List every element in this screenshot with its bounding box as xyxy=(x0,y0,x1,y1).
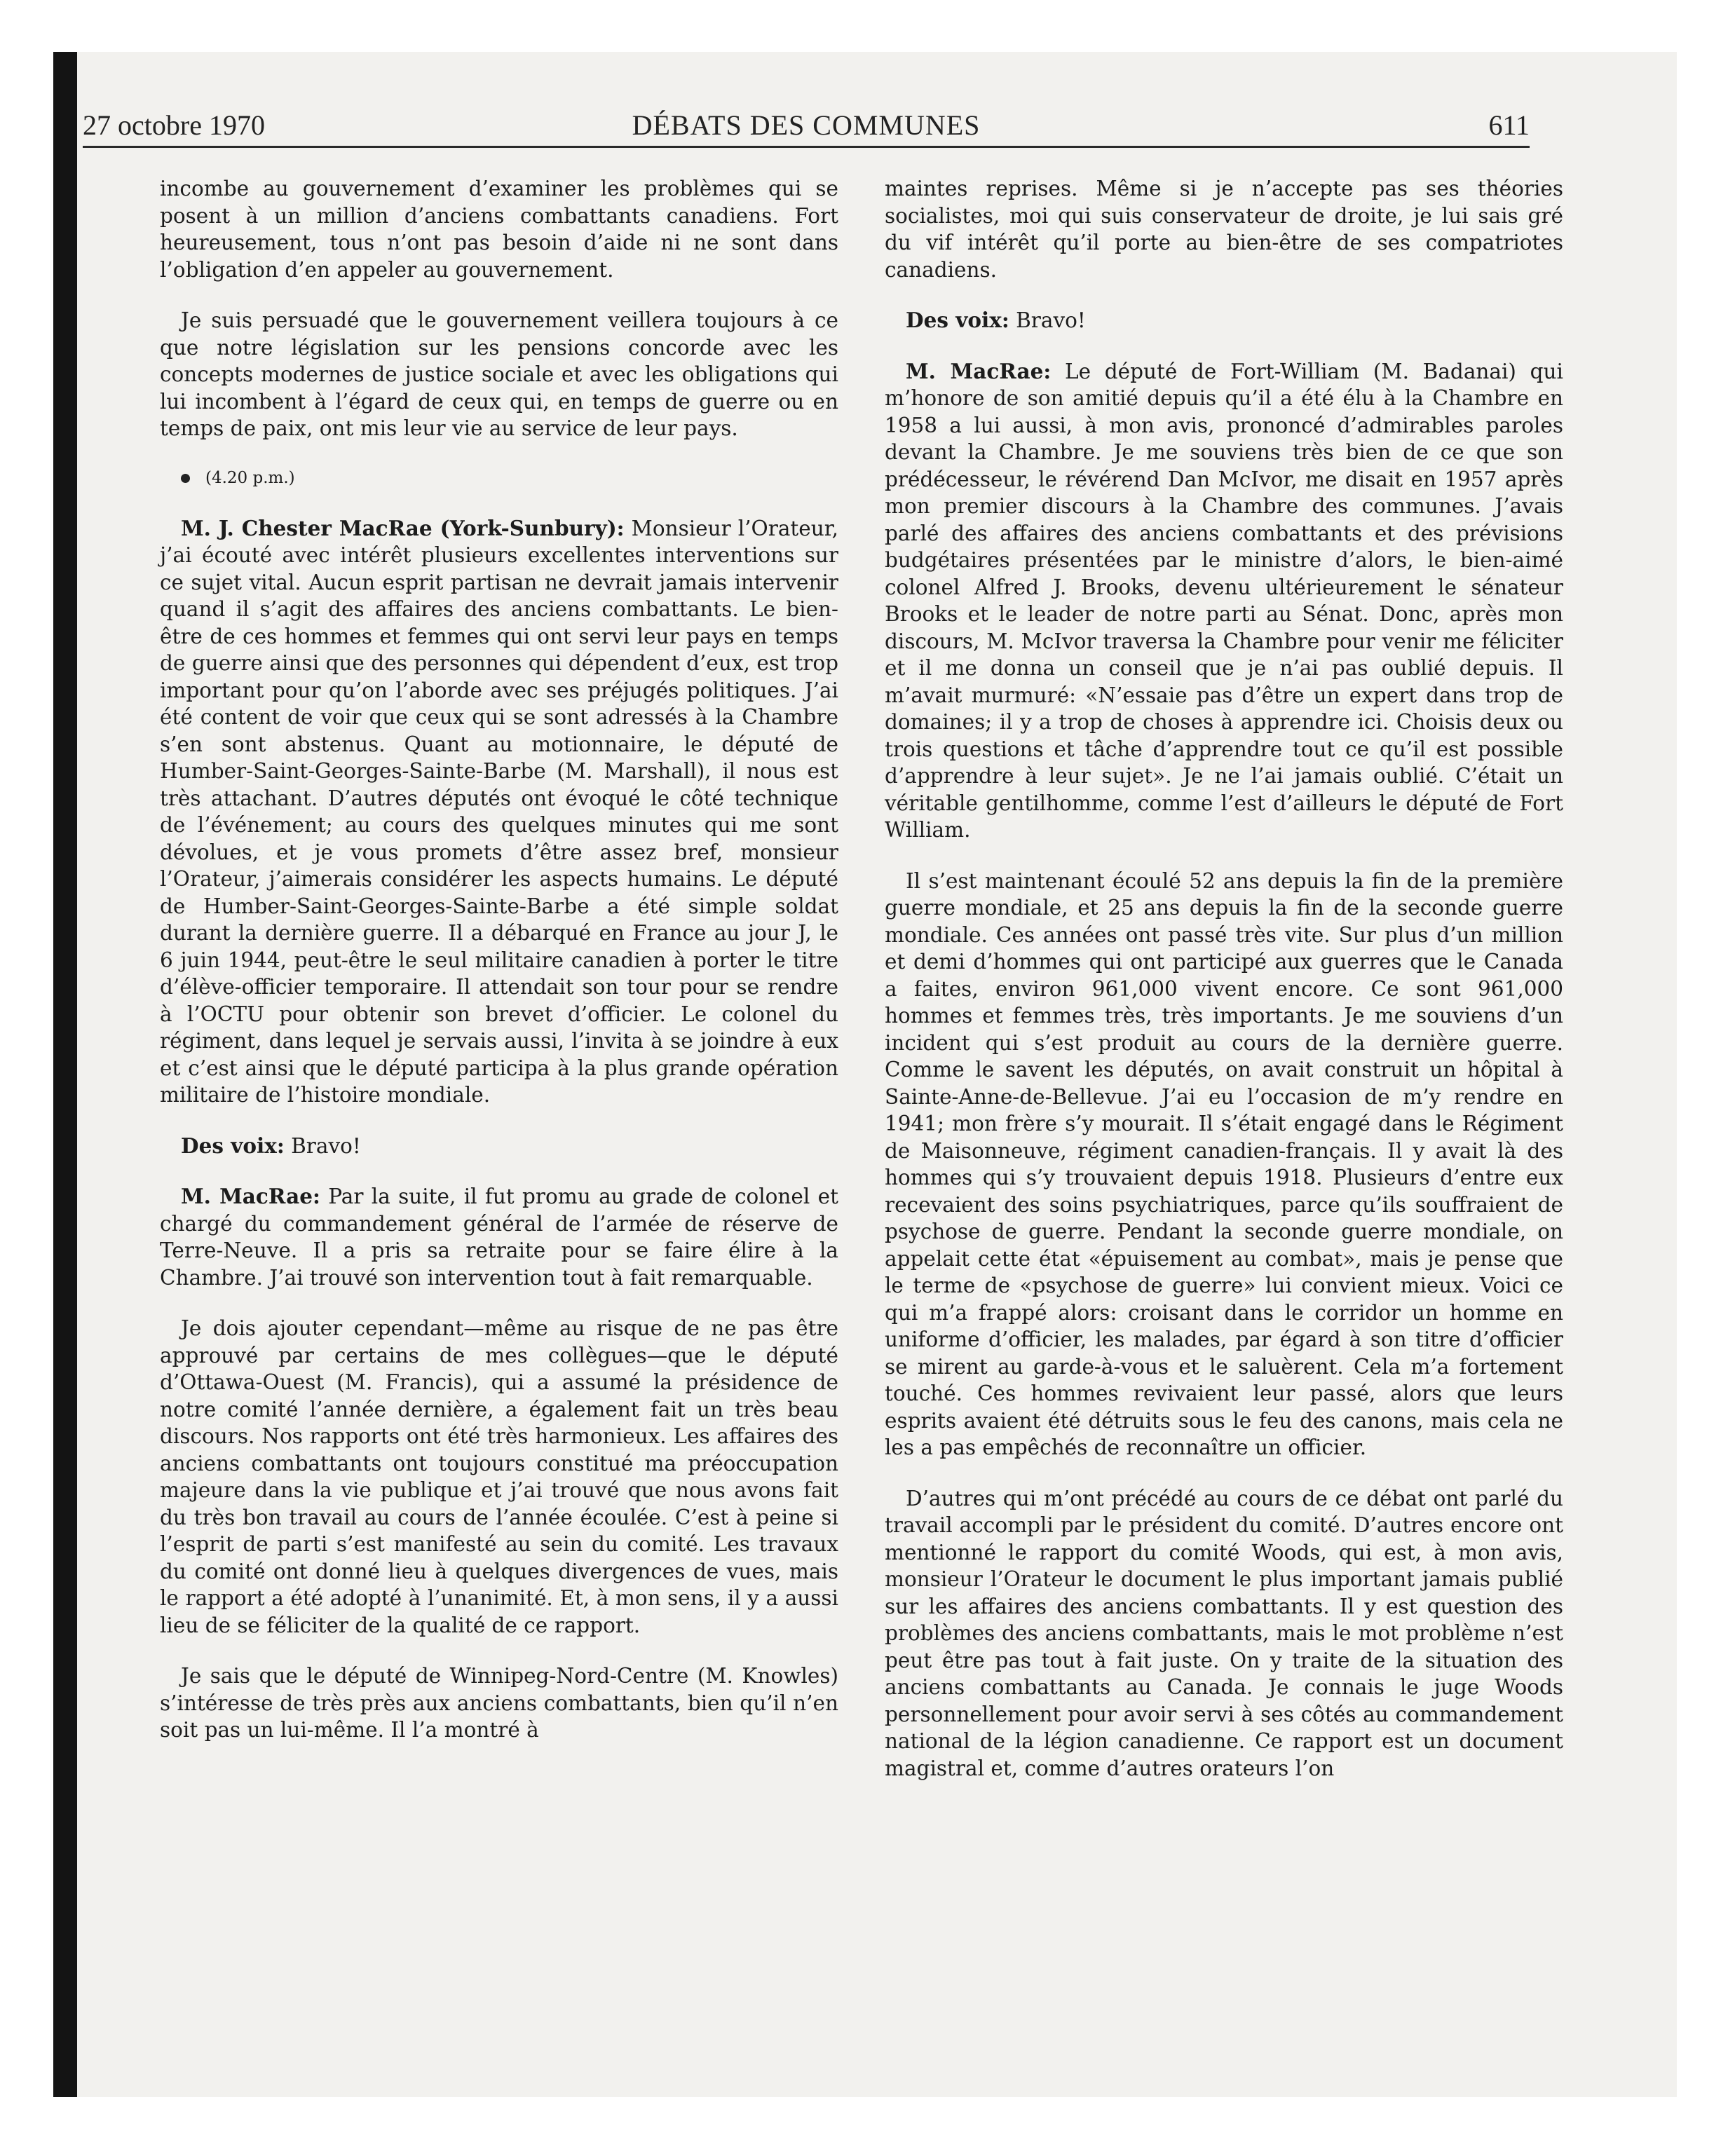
left-column xyxy=(160,175,838,1768)
paragraph: D’autres qui m’ont précédé au cours de ce débat ont parlé du travail accompli par le président du comité. D’autres encore ont mentionné le rapport du comité Woods, qui est, à mon avis, monsieur l’Orateur le document le plus important jamais publié sur les affaires des anciens combattants. Il y est question des problèmes des anciens combattants, mais le mot problème n’est peut être pas tout à fait juste. On y traite de la situation des anciens combattants au Canada. Je connais le juge Woods personnellement pour avoir servi à ses côtés au commandement national de la légion canadienne. Ce rapport est un document magistral et, comme d’autres orateurs l’on xyxy=(885,1486,1563,1780)
header-date: 27 octobre 1970 xyxy=(83,109,265,141)
speech-text: Bravo! xyxy=(1016,308,1086,332)
speaker-name: Des voix: xyxy=(906,308,1009,332)
time-text: (4.20 p.m.) xyxy=(205,468,295,487)
paragraph xyxy=(885,307,1563,334)
paragraph: Je dois ajouter cependant—même au risque de ne pas être approuvé par certains de mes collègues—que le député d’Ottawa-Ouest (M. Francis), qui a assumé la présidence de notre comité l’année dernière, a également fait un très beau discours. Nos rapports ont été très harmonieux. Les affaires des anciens combattants ont toujours constitué ma préoccupation majeure dans la vie publique et j’ai trouvé que nous avons fait du très bon travail au cours de l’année écoulée. C’est à peine si l’esprit de parti s’est manifesté au sein du comité. Les travaux du comité ont donné lieu à quelques divergences de vues, mais le rapport a été adopté à l’unanimité. Et, à mon sens, il y a aussi lieu de se féliciter de la qualité de ce rapport. xyxy=(160,1316,838,1637)
bullet-icon xyxy=(181,474,190,483)
paragraph xyxy=(160,1133,838,1160)
header-title: DÉBATS DES COMMUNES xyxy=(632,109,981,141)
speaker-name: M. MacRae: xyxy=(906,358,1052,383)
paragraph: Je suis persuadé que le gouvernement veillera toujours à ce que notre législation sur les pensions concorde avec les concepts modernes de justice sociale et avec les obligations qui lui incombent à l’égard de ceux qui, en temps de guerre ou en temps de paix, ont mis leur vie au service de leur pays. xyxy=(160,308,838,440)
speech-text: Monsieur l’Orateur, j’ai écouté avec intérêt plusieurs excellentes interventions sur ce sujet vital. Aucun esprit partisan ne devrait jamais intervenir quand il s’agit des affaires des anciens combattants. Le bien-être de ces hommes et femmes qui ont servi leur pays en temps de guerre ainsi que des personnes qui dépendent d’eux, est trop important pour qu’on l’aborde avec ses préjugés politiques. J’ai été content de voir que ceux qui se sont adressés à la Chambre s’en sont abstenus. Quant au motionnaire, le député de Humber-Saint-Georges-Sainte-Barbe (M. Marshall), il nous est très attachant. D’autres députés ont évoqué le côté technique de l’événement; au cours des quelques minutes qui me sont dévolues, et je vous promets d’être assez bref, monsieur l’Orateur, j’aimerais considérer les aspects humains. Le député de Humber-Saint-Georges-Sainte-Barbe a été simple soldat durant la dernière guerre. Il a débarqué en France au jour J, le 6 juin 1944, peut-être le seul militaire canadien à porter le titre d’élève-officier temporaire. Il attendait son tour pour se rendre à l’OCTU pour obtenir son brevet d’officier. Le colonel du régiment, dans lequel je servais aussi, l’invita à se joindre à eux et c’est ainsi que le député participa à la plus grande opération militaire de l’histoire mondiale. xyxy=(160,516,838,1107)
page-header xyxy=(83,98,1530,148)
paragraph xyxy=(885,358,1563,844)
scan-edge xyxy=(53,52,77,2097)
paragraph xyxy=(160,515,838,1109)
header-page-number: 611 xyxy=(1488,109,1530,141)
speech-text: Bravo! xyxy=(291,1133,361,1158)
paragraph: Il s’est maintenant écoulé 52 ans depuis la fin de la première guerre mondiale, et 25 ans depuis la fin de la seconde guerre mondiale. Ces années ont passé très vite. Sur plus d’un million et demi d’hommes qui ont participé aux guerres que le Canada a faites, environ 961,000 vivent encore. Ce sont 961,000 hommes et femmes très, très importants. Je me souviens d’un incident qui s’est produit au cours de la dernière guerre. Comme le savent les députés, on avait construit un hôpital à Sainte-Anne-de-Bellevue. J’ai eu l’occasion de m’y rendre en 1941; mon frère s’y mourait. Il s’était engagé dans le Régiment de Maisonneuve, régiment canadien-français. Il y avait là des hommes qui s’y trouvaient depuis 1918. Plusieurs d’entre eux recevaient des soins psychiatriques, parce qu’ils souffraient de psychose de guerre. Pendant la seconde guerre mondiale, on appelait cette état «épuisement au combat», mais je pense que le terme de «psychose de guerre» lui convient mieux. Voici ce qui m’a frappé alors: croisant dans le corridor un homme en uniforme d’officier, les malades, par égard à son titre d’officier se mirent au garde-à-vous et le saluèrent. Cela m’a fortement touché. Ces hommes revivaient leur passé, alors que leurs esprits avaient été détruits sous le feu des canons, mais cela ne les a pas empêchés de reconnaître un officier. xyxy=(885,868,1563,1459)
speech-text: Le député de Fort-William (M. Badanai) qui m’honore de son amitié depuis qu’il a été élu à la Chambre en 1958 a lui aussi, à mon avis, prononcé d’admirables paroles devant la Chambre. Je me souviens très bien de ce que son prédécesseur, le révérend Dan McIvor, me disait en 1957 après mon premier discours à la Chambre des communes. J’avais parlé des affaires des anciens combattants et des prévisions budgétaires présentées par le ministre d’alors, le bien-aimé colonel Alfred J. Brooks, devenu ultérieurement le sénateur Brooks et le leader de notre parti au Sénat. Donc, après mon discours, M. McIvor traversa la Chambre pour venir me féliciter et il me donna un conseil que je n’ai pas oublié depuis. Il m’avait murmuré: «N’essaie pas d’être un expert dans trop de domaines; il y a trop de choses à apprendre ici. Choisis deux ou trois questions et tâche d’apprendre tout ce qu’il est possible d’apprendre à leur sujet». Je ne l’ai jamais oublié. C’était un véritable gentilhomme, comme l’est d’ailleurs le député de Fort William. xyxy=(885,359,1563,842)
paragraph xyxy=(160,1183,838,1291)
paragraph: Je sais que le député de Winnipeg-Nord-Centre (M. Knowles) s’intéresse de très près aux anciens combattants, bien qu’il n’en soit pas un lui-même. Il l’a montré à xyxy=(160,1664,838,1742)
speaker-name: M. MacRae: xyxy=(181,1184,320,1208)
paragraph: maintes reprises. Même si je n’accepte pas ses théories socialistes, moi qui suis conservateur de droite, je lui sais gré du vif intérêt qu’il porte au bien-être de ses compatriotes canadiens. xyxy=(885,177,1563,282)
speaker-name: Des voix: xyxy=(181,1133,285,1158)
speaker-name: M. J. Chester MacRae (York-Sunbury): xyxy=(181,515,625,540)
paragraph: incombe au gouvernement d’examiner les problèmes qui se posent à un million d’anciens combattants canadiens. Fort heureusement, tous n’ont pas besoin d’aide ni ne sont dans l’obligation d’en appeler au gouvernement. xyxy=(160,177,838,282)
time-stamp xyxy=(160,466,838,490)
right-column xyxy=(885,175,1563,1806)
speech-text: Par la suite, il fut promu au grade de colonel et chargé du commandement général de l’armée de réserve de Terre-Neuve. Il a pris sa retraite pour se faire élire à la Chambre. J’ai trouvé son intervention tout à fait remarquable. xyxy=(160,1185,838,1290)
